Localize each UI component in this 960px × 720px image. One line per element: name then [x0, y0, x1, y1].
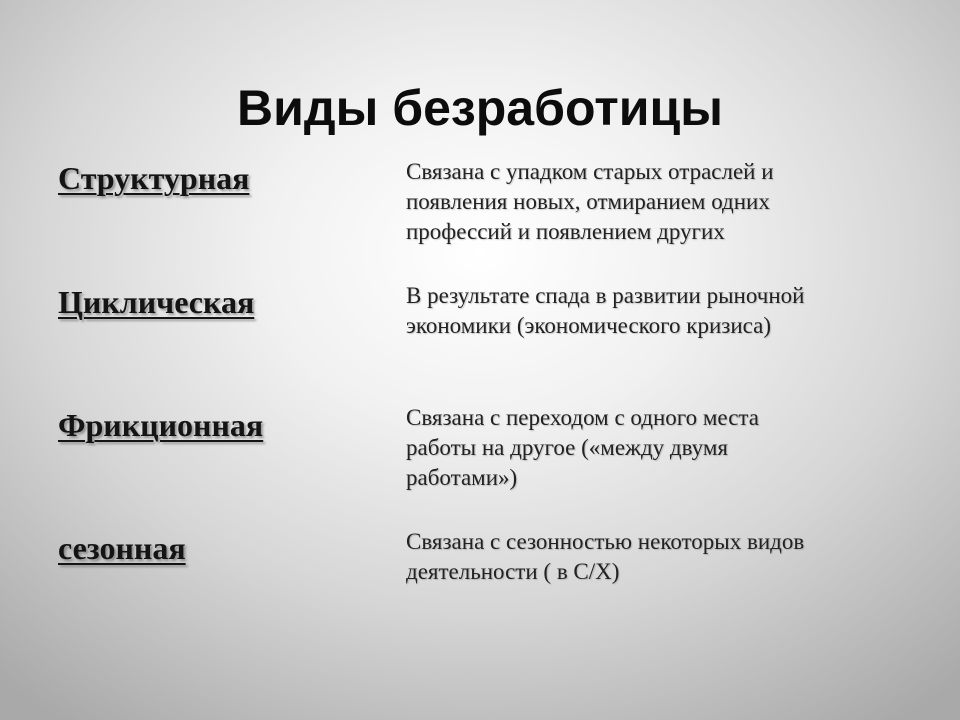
description-seasonal	[406, 527, 906, 587]
description-line: Связана с упадком старых отраслей и	[406, 159, 774, 184]
description-line: экономики (экономического кризиса)	[406, 313, 772, 338]
term-frictional: Фрикционная	[58, 407, 264, 443]
slide-title: Виды безработицы	[237, 80, 723, 136]
description-line: деятельности ( в С/Х)	[406, 559, 620, 584]
description-frictional	[406, 403, 906, 493]
term-seasonal: сезонная	[58, 530, 186, 566]
description-line: работы на другое («между двумя	[406, 435, 728, 460]
term-cyclical: Циклическая	[58, 284, 255, 320]
term-structural: Структурная	[58, 160, 250, 196]
description-line: Связана с переходом с одного места	[406, 405, 759, 430]
description-line: появления новых, отмиранием одних	[406, 189, 770, 214]
description-line: профессий и появлением других	[406, 219, 725, 244]
description-structural	[406, 157, 906, 247]
description-cyclical	[406, 281, 906, 341]
description-line: В результате спада в развитии рыночной	[406, 283, 805, 308]
description-line: Связана с сезонностью некоторых видов	[406, 529, 805, 554]
description-line: работами»)	[406, 465, 518, 490]
